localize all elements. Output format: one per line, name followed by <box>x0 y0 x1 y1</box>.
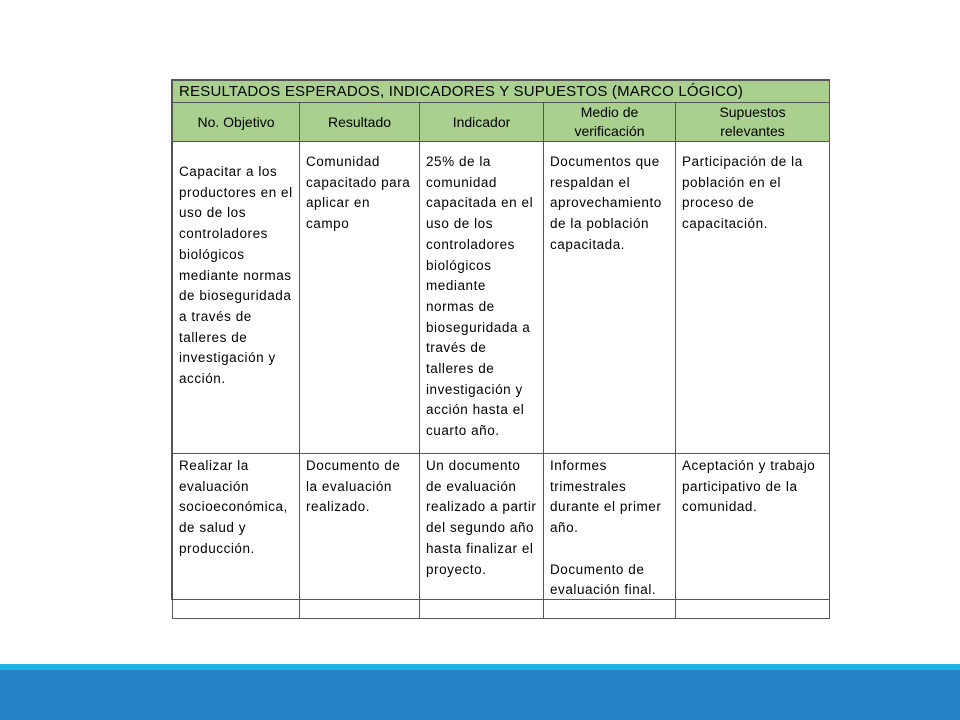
header-medio-line1: Medio de <box>580 104 639 120</box>
title-row <box>173 81 830 103</box>
cell-indicador: Un documento de evaluación realizado a partir del segundo año hasta finalizar el proyecto. <box>420 454 544 619</box>
header-resultado: Resultado <box>300 103 420 142</box>
table-row <box>173 142 830 454</box>
table-title: RESULTADOS ESPERADOS, INDICADORES Y SUPUESTOS (MARCO LÓGICO) <box>173 81 830 103</box>
cell-objetivo: Realizar la evaluación socioeconómica, de salud y producción. <box>173 454 300 619</box>
header-objetivo: No. Objetivo <box>173 103 300 142</box>
cell-indicador: 25% de la comunidad capacitada en el uso de los controladores biológicos mediante normas de bioseguridada a través de talleres de investigación y acción hasta el cuarto año. <box>420 142 544 454</box>
header-supuestos-line1: Supuestos <box>719 104 786 120</box>
logical-framework-table <box>171 79 830 600</box>
cell-medio <box>544 454 676 619</box>
cell-medio-part-a: Informes trimestrales durante el primer año. <box>550 458 662 536</box>
cell-medio: Documentos que respaldan el aprovechamiento de la población capacitada. <box>544 142 676 454</box>
header-row <box>173 103 830 142</box>
cell-supuestos: Participación de la población en el proceso de capacitación. <box>676 142 830 454</box>
table-row <box>173 454 830 619</box>
header-supuestos-line2: relevantes <box>720 123 785 139</box>
header-indicador: Indicador <box>420 103 544 142</box>
header-medio-line2: verificación <box>574 123 645 139</box>
cell-medio-part-b: Documento de evaluación final. <box>550 561 657 598</box>
cell-resultado: Comunidad capacitado para aplicar en campo <box>300 142 420 454</box>
header-medio-verificacion <box>544 103 676 142</box>
cell-resultado: Documento de la evaluación realizado. <box>300 454 420 619</box>
cell-supuestos: Aceptación y trabajo participativo de la comunidad. <box>676 454 830 619</box>
footer-bar <box>0 670 960 720</box>
cell-objetivo: Capacitar a los productores en el uso de los controladores biológicos mediante normas de bioseguridada a través de talleres de investigación y acción. <box>173 142 300 454</box>
header-supuestos <box>676 103 830 142</box>
marco-logico-table <box>172 80 830 619</box>
paragraph-gap <box>550 539 669 560</box>
